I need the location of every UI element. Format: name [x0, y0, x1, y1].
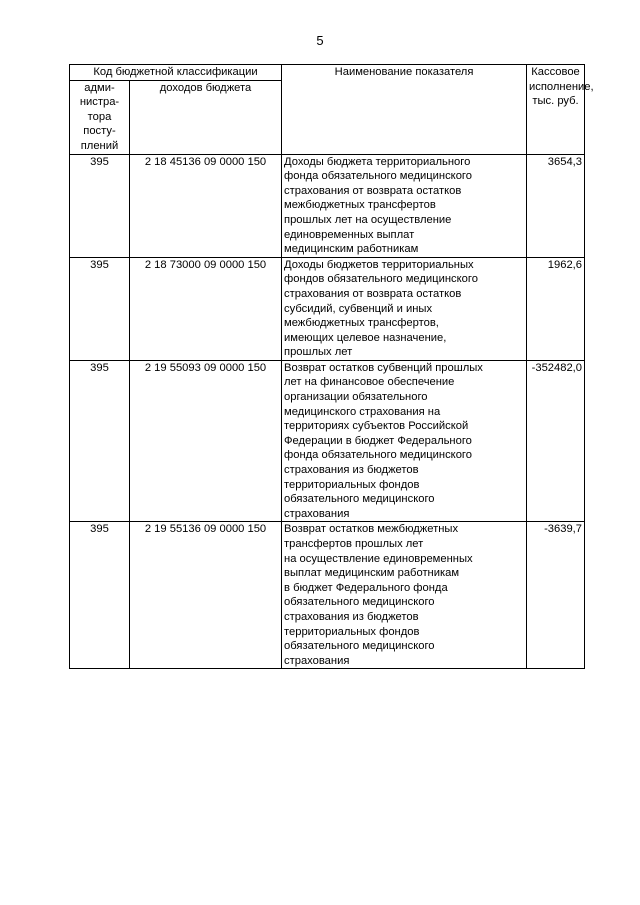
income-code: 2 18 73000 09 0000 150 [130, 257, 282, 360]
income-code: 2 18 45136 09 0000 150 [130, 154, 282, 257]
header-admin-line: нистра- [79, 96, 120, 109]
name-line: межбюджетных трансфертов, [284, 317, 439, 330]
name-line: прошлых лет на осуществление [284, 213, 452, 226]
header-admin-line: тора [87, 110, 112, 123]
name-line: страхования [284, 507, 350, 520]
name-line: Доходы бюджета территориального [284, 155, 471, 168]
income-code: 2 19 55093 09 0000 150 [130, 360, 282, 522]
admin-code: 395 [70, 154, 130, 257]
header-budget-income: доходов бюджета [130, 80, 282, 154]
name-line: фондов обязательного медицинского [284, 273, 478, 286]
header-admin-line: плений [80, 139, 119, 152]
table-header [70, 65, 594, 155]
name-line: фонда обязательного медицинского [284, 449, 472, 462]
table-body [70, 154, 585, 669]
name-line: страхования от возврата остатков [284, 184, 462, 197]
header-amount-line: исполнение, [529, 80, 594, 93]
name-line: территориальных фондов [284, 478, 420, 491]
name-line: единовременных выплат [284, 228, 415, 241]
name-line: обязательного медицинского [284, 493, 435, 506]
name-line: обязательного медицинского [284, 596, 435, 609]
name-line: медицинским работникам [284, 243, 419, 256]
header-administrator [70, 80, 130, 154]
name-line: субсидий, субвенций и иных [284, 302, 433, 315]
admin-code: 395 [70, 360, 130, 522]
name-line: страхования от возврата остатков [284, 287, 462, 300]
name-line: межбюджетных трансфертов [284, 199, 436, 212]
name-line: территориальных фондов [284, 625, 420, 638]
indicator-name [282, 154, 527, 257]
name-line: имеющих целевое назначение, [284, 331, 447, 344]
name-line: Возврат остатков межбюджетных [284, 523, 459, 536]
name-line: лет на финансовое обеспечение [284, 376, 455, 389]
header-budget-classification: Код бюджетной классификации [70, 65, 282, 81]
table-row [70, 522, 585, 669]
income-code: 2 19 55136 09 0000 150 [130, 522, 282, 669]
name-line: обязательного медицинского [284, 640, 435, 653]
header-row-group [70, 65, 585, 81]
amount-value: -352482,0 [527, 360, 585, 522]
page-number: 5 [316, 33, 324, 48]
admin-code: 395 [70, 522, 130, 669]
name-line: трансфертов прошлых лет [284, 538, 424, 550]
name-line: медицинского страхования на [284, 405, 441, 418]
name-line: на осуществление единовременных [284, 552, 473, 565]
table-row [70, 154, 585, 257]
name-line: в бюджет Федерального фонда [284, 581, 448, 594]
table-row [70, 257, 585, 360]
name-line: организации обязательного [284, 391, 428, 404]
header-cash-execution [527, 65, 594, 155]
name-line: страхования [284, 654, 350, 667]
admin-code: 395 [70, 257, 130, 360]
name-line: страхования из бюджетов [284, 610, 419, 623]
indicator-name [282, 360, 527, 522]
indicator-name [282, 522, 527, 669]
name-line: Возврат остатков субвенций прошлых [284, 361, 483, 374]
name-line: территориях субъектов Российской [284, 420, 469, 433]
name-line: выплат медицинским работникам [284, 567, 460, 580]
amount-value: -3639,7 [527, 522, 585, 669]
name-line: прошлых лет [284, 346, 353, 359]
name-line: Федерации в бюджет Федерального [284, 434, 472, 447]
header-amount-line: Кассовое [531, 66, 580, 78]
header-indicator-name: Наименование показателя [282, 65, 527, 155]
header-admin-line: посту- [83, 125, 116, 138]
table-row [70, 360, 585, 522]
indicator-name [282, 257, 527, 360]
header-amount-line: тыс. руб. [532, 95, 579, 108]
name-line: фонда обязательного медицинского [284, 170, 472, 183]
name-line: Доходы бюджетов территориальных [284, 258, 474, 271]
amount-value: 1962,6 [527, 257, 585, 360]
name-line: страхования из бюджетов [284, 464, 419, 477]
budget-table [69, 64, 594, 669]
amount-value: 3654,3 [527, 154, 585, 257]
header-admin-line: адми- [84, 81, 115, 94]
